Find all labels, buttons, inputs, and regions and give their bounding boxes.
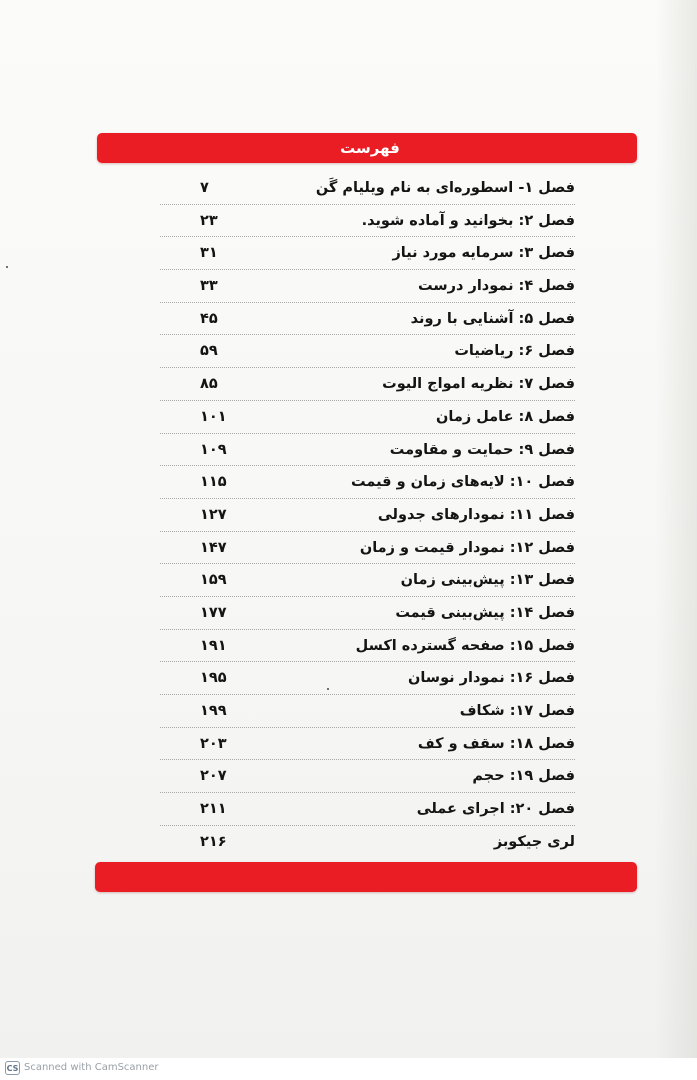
camscanner-logo-icon: CS xyxy=(5,1061,20,1075)
toc-entry-page-number: ۷ xyxy=(200,180,209,196)
toc-entry-page-number: ۱۴۷ xyxy=(200,539,227,556)
toc-entry xyxy=(160,695,575,728)
toc-entry xyxy=(160,335,575,368)
toc-entry-page-number: ۲۰۳ xyxy=(200,735,227,752)
footer-red-band xyxy=(95,862,637,892)
toc-entry-title: لری جیکوبز xyxy=(493,833,575,850)
toc-entry-page-number: ۱۲۷ xyxy=(200,506,227,523)
toc-entry-title: فصل ۹: حمایت و مقاومت xyxy=(389,441,575,458)
toc-entry-page-number: ۱۹۱ xyxy=(200,637,227,654)
toc-entry-page-number: ۲۱۶ xyxy=(200,833,227,850)
toc-entry-page-number: ۱۰۱ xyxy=(200,408,227,425)
toc-entry-title: فصل ۱۰: لایه‌های زمان و قیمت xyxy=(351,474,575,491)
toc-entry-page-number: ۱۹۹ xyxy=(200,703,227,719)
toc-entry-title: فصل ۲۰: اجرای عملی xyxy=(416,801,575,818)
toc-entry xyxy=(160,630,575,663)
toc-entry xyxy=(160,466,575,499)
toc-entry-title: فصل ۱۳: پیش‌بینی زمان xyxy=(400,572,575,589)
toc-entry-title: فصل ۱۸: سقف و کف xyxy=(417,735,575,752)
toc-entry-page-number: ۵۹ xyxy=(200,343,218,360)
toc-entry xyxy=(160,237,575,270)
toc-entry xyxy=(160,597,575,630)
toc-entry xyxy=(160,303,575,336)
toc-entry xyxy=(160,499,575,532)
toc-entry-page-number: ۳۳ xyxy=(200,278,218,295)
page-edge-shadow xyxy=(655,0,697,1058)
toc-entry xyxy=(160,401,575,434)
toc-entry-page-number: ۱۹۵ xyxy=(200,670,227,687)
toc-entry-title: فصل ۴: نمودار درست xyxy=(418,278,575,295)
table-of-contents xyxy=(160,172,575,850)
toc-entry xyxy=(160,564,575,597)
toc-entry-page-number: ۲۱۱ xyxy=(200,801,227,818)
scanner-watermark-text: Scanned with CamScanner xyxy=(24,1062,159,1073)
toc-entry xyxy=(160,532,575,565)
toc-entry-title: فصل ۱۱: نمودارهای جدولی xyxy=(377,506,575,523)
toc-entry-page-number: ۲۳ xyxy=(200,212,218,229)
toc-entry-page-number: ۱۷۷ xyxy=(200,604,227,621)
toc-entry xyxy=(160,434,575,467)
toc-entry-title: فصل ۱۲: نمودار قیمت و زمان xyxy=(359,539,575,556)
toc-entry-title: فصل ۱۶: نمودار نوسان xyxy=(407,670,575,687)
toc-entry xyxy=(160,662,575,695)
toc-entry xyxy=(160,793,575,826)
toc-entry-page-number: ۱۰۹ xyxy=(200,441,227,458)
toc-entry-page-number: ۴۵ xyxy=(200,310,218,327)
toc-entry-page-number: ۳۱ xyxy=(200,245,218,262)
toc-entry-title: فصل ۱۵: صفحه گسترده اکسل xyxy=(355,637,575,654)
toc-entry xyxy=(160,172,575,205)
toc-entry xyxy=(160,368,575,401)
toc-entry xyxy=(160,760,575,793)
toc-entry-title: فصل ۱۴: پیش‌بینی قیمت xyxy=(395,604,575,621)
toc-entry-title: فصل ۵: آشنایی با روند xyxy=(410,310,575,327)
toc-entry-page-number: ۲۰۷ xyxy=(200,768,227,785)
toc-heading: فهرست xyxy=(340,139,400,157)
toc-entry xyxy=(160,205,575,238)
toc-entry-title: فصل ۸: عامل زمان xyxy=(436,408,575,425)
toc-entry xyxy=(160,826,575,859)
toc-entry-title: فصل ۱۹: حجم xyxy=(472,768,575,785)
toc-entry-title: فصل ۱۷: شکاف xyxy=(459,703,575,719)
toc-entry xyxy=(160,728,575,761)
toc-entry-title: فصل ۲: بخوانید و آماده شوید. xyxy=(361,212,575,229)
toc-entry-title: فصل ۱- اسطوره‌ای به نام ویلیام گَن xyxy=(315,180,575,196)
toc-entry-page-number: ۸۵ xyxy=(200,376,218,393)
toc-entry-page-number: ۱۵۹ xyxy=(200,572,227,589)
toc-entry-title: فصل ۳: سرمایه مورد نیاز xyxy=(392,245,575,262)
toc-entry xyxy=(160,270,575,303)
toc-entry-page-number: ۱۱۵ xyxy=(200,474,227,491)
scan-speck xyxy=(6,266,8,268)
toc-entry-title: فصل ۶: ریاضیات xyxy=(454,343,575,360)
toc-entry-title: فصل ۷: نظریه امواج الیوت xyxy=(382,376,575,393)
